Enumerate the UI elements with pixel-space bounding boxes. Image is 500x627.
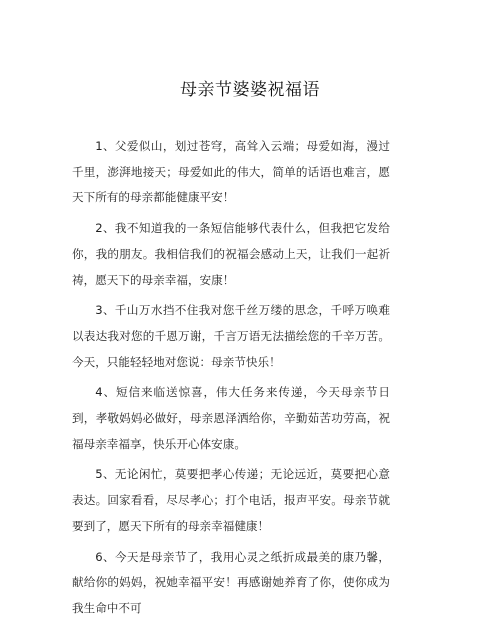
paragraph: 1、父爱似山，划过苍穹，高耸入云端；母爱如海，漫过千里，澎湃地接天；母爱如此的伟大，简单的话语也难言，愿天下所有的母亲都能健康平安！ [72, 139, 390, 205]
paragraph: 3、千山万水挡不住我对您千丝万缕的思念，千呼万唤难以表达我对您的千恩万谢，千言万语无法描绘您的千辛万苦。今天，只能轻轻地对您说：母亲节快乐！ [72, 303, 390, 369]
paragraph: 6、今天是母亲节了，我用心灵之纸折成最美的康乃馨，献给你的妈妈，祝她幸福平安！再感谢她养育了你，使你成为我生命中不可 [72, 549, 390, 615]
document-title: 母亲节婆婆祝福语 [180, 80, 320, 100]
paragraph: 5、无论闲忙，莫要把孝心传递；无论远近，莫要把心意表达。回家看看，尽尽孝心；打个电话，报声平安。母亲节就要到了，愿天下所有的母亲幸福健康！ [72, 467, 390, 533]
paragraph: 4、短信来临送惊喜，伟大任务来传递，今天母亲节日到，孝敬妈妈必做好，母亲恩泽洒给你，辛勤茹苦功劳高，祝福母亲幸福享，快乐开心体安康。 [72, 385, 390, 451]
document-body [72, 134, 390, 627]
paragraph: 2、我不知道我的一条短信能够代表什么，但我把它发给你，我的朋友。我相信我们的祝福会感动上天，让我们一起祈祷，愿天下的母亲幸福，安康！ [72, 221, 390, 287]
